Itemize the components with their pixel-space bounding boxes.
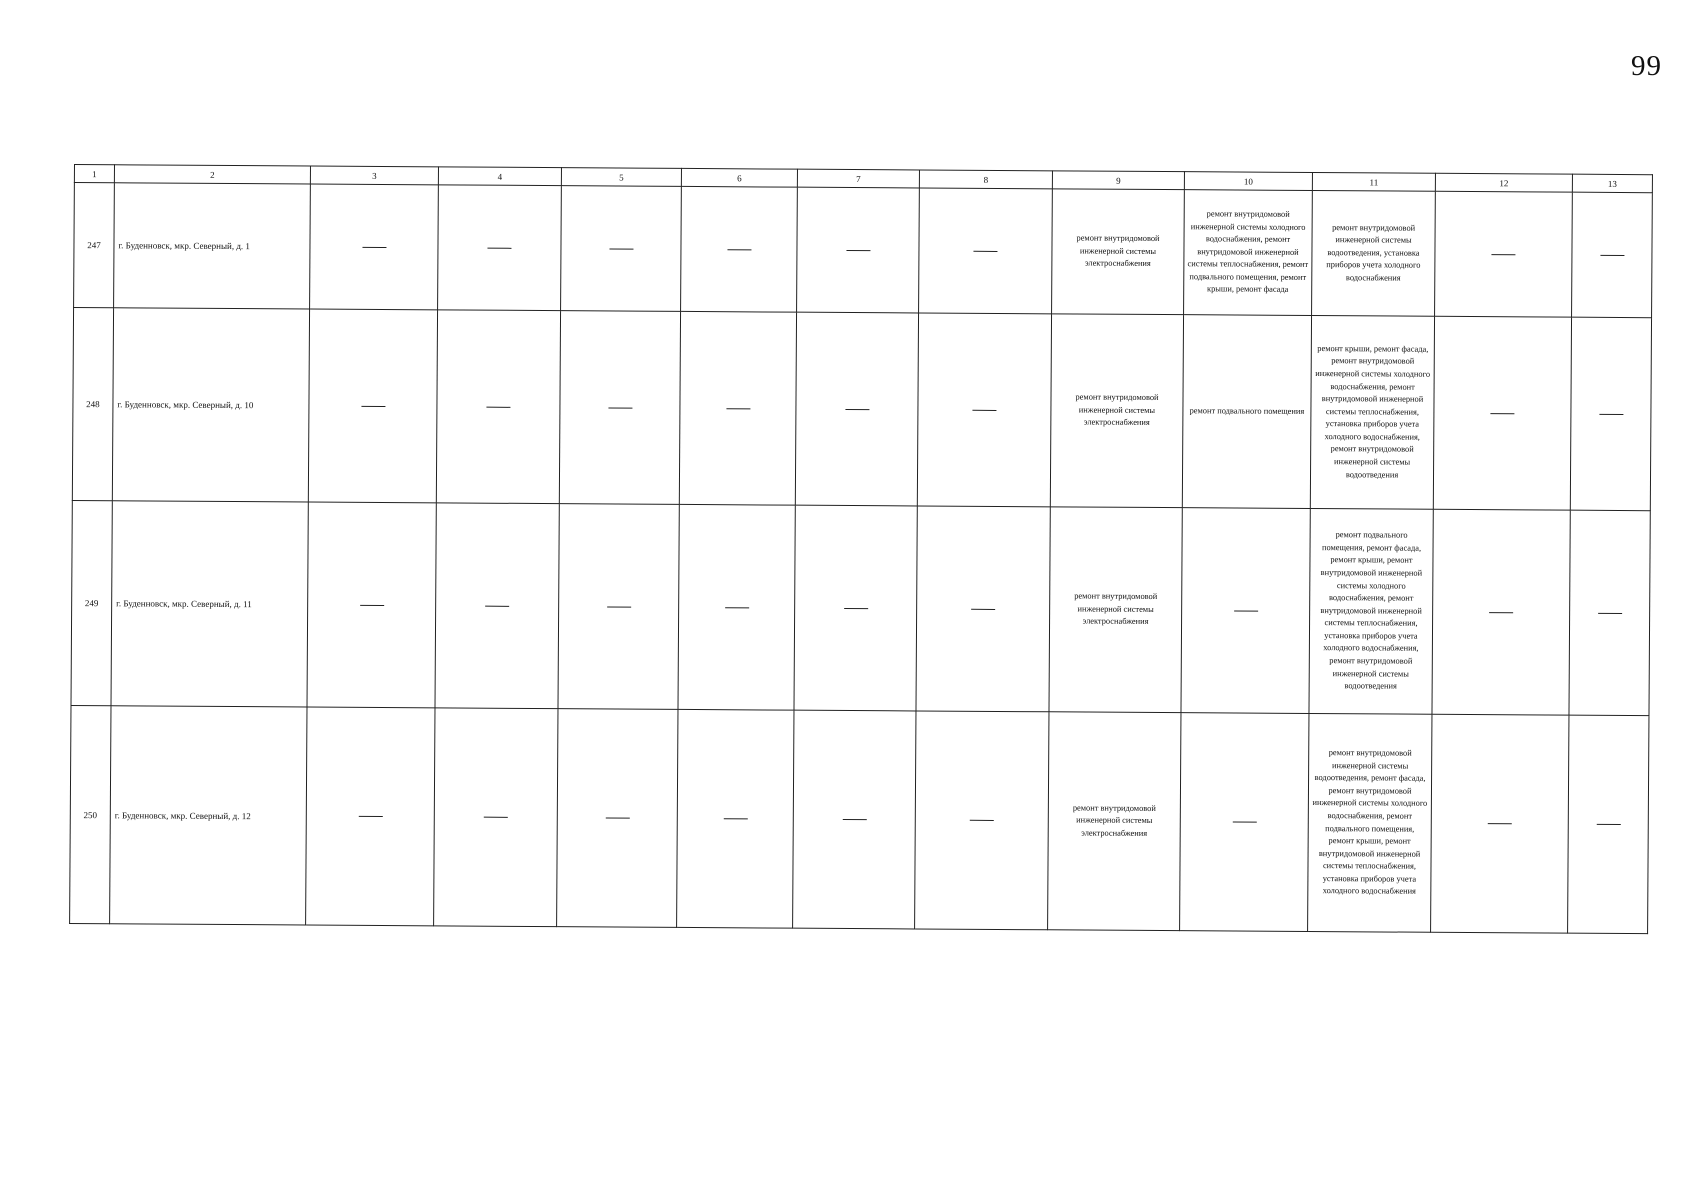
- works-cell: ремонт внутридомовой инженерной системы холодного водоснабжения, ремонт внутридомовой инженерной системы теплоснабжения, ремонт подвального помещения, ремонт крыши, ремонт фасада: [1184, 190, 1313, 316]
- dash-mark: [360, 605, 384, 606]
- empty-cell: [559, 311, 680, 505]
- dash-mark: [1489, 612, 1513, 613]
- column-header: 10: [1184, 172, 1312, 191]
- empty-cell: [1433, 316, 1571, 510]
- dash-mark: [362, 247, 386, 248]
- empty-cell: [558, 504, 679, 710]
- empty-cell: [797, 187, 920, 313]
- empty-cell: [1180, 713, 1309, 932]
- dash-mark: [1488, 823, 1512, 824]
- dash-mark: [846, 250, 870, 251]
- empty-cell: [1572, 192, 1653, 318]
- dash-mark: [358, 816, 382, 817]
- empty-cell: [794, 505, 917, 711]
- dash-mark: [1600, 255, 1624, 256]
- column-header: 11: [1312, 172, 1435, 191]
- table-row: [71, 500, 1650, 715]
- empty-cell: [561, 186, 682, 312]
- works-cell: ремонт внутридомовой инженерной системы электроснабжения: [1048, 712, 1181, 931]
- works-cell: ремонт крыши, ремонт фасада, ремонт внутридомовой инженерной системы холодного водоснабжения, ремонт внутридомовой инженерной системы теплоснабжения, установка приборов учета холодного водоснабжения, ремонт внутридомовой инженерной системы водоотведения: [1310, 315, 1434, 509]
- dash-mark: [842, 819, 866, 820]
- works-cell: ремонт внутридомовой инженерной системы электроснабжения: [1049, 507, 1182, 713]
- dash-mark: [484, 817, 508, 818]
- dash-mark: [725, 607, 749, 608]
- empty-cell: [916, 506, 1050, 712]
- empty-cell: [1435, 191, 1573, 317]
- works-cell: ремонт внутридомовой инженерной системы электроснабжения: [1052, 189, 1185, 315]
- dash-mark: [972, 410, 996, 411]
- dash-mark: [609, 248, 633, 249]
- empty-cell: [307, 502, 436, 708]
- dash-mark: [726, 408, 750, 409]
- column-header: 8: [919, 170, 1052, 189]
- dash-mark: [1490, 413, 1514, 414]
- address-cell: г. Буденновск, мкр. Северный, д. 11: [111, 501, 308, 707]
- empty-cell: [1568, 715, 1649, 934]
- column-header: 7: [797, 169, 919, 188]
- empty-cell: [436, 310, 560, 504]
- empty-cell: [1432, 509, 1570, 715]
- empty-cell: [1431, 714, 1569, 933]
- dash-mark: [1232, 822, 1256, 823]
- empty-cell: [679, 311, 796, 505]
- works-cell: ремонт внутридомовой инженерной системы водоотведения, установка приборов учета холодного водоснабжения: [1312, 190, 1436, 316]
- dash-mark: [608, 407, 632, 408]
- page-number: 99: [1631, 50, 1662, 82]
- dash-mark: [973, 251, 997, 252]
- empty-cell: [306, 707, 435, 926]
- dash-mark: [1491, 254, 1515, 255]
- empty-cell: [438, 185, 562, 311]
- column-header: 5: [561, 168, 681, 187]
- empty-cell: [915, 711, 1049, 930]
- column-header: 6: [681, 168, 797, 187]
- empty-cell: [1570, 317, 1651, 511]
- works-cell: ремонт внутридомовой инженерной системы электроснабжения: [1050, 314, 1183, 508]
- empty-cell: [557, 709, 678, 928]
- empty-cell: [434, 708, 558, 927]
- dash-mark: [970, 820, 994, 821]
- dash-mark: [1599, 414, 1623, 415]
- empty-cell: [681, 186, 798, 312]
- dash-mark: [607, 606, 631, 607]
- works-table: [69, 164, 1653, 934]
- empty-cell: [308, 309, 437, 503]
- address-cell: г. Буденновск, мкр. Северный, д. 12: [110, 706, 307, 925]
- dash-mark: [723, 819, 747, 820]
- empty-cell: [310, 184, 439, 310]
- dash-mark: [845, 409, 869, 410]
- empty-cell: [795, 312, 918, 506]
- column-header: 2: [114, 165, 310, 184]
- column-header: 13: [1572, 174, 1652, 193]
- dash-mark: [727, 249, 751, 250]
- column-header: 4: [438, 167, 561, 186]
- empty-cell: [793, 710, 916, 929]
- works-cell: ремонт подвального помещения, ремонт фасада, ремонт крыши, ремонт внутридомовой инженерной системы холодного водоснабжения, ремонт внутридомовой инженерной системы теплоснабжения, установка приборов учета холодного водоснабжения, ремонт внутридомовой инженерной системы водоотведения: [1309, 508, 1433, 714]
- row-number: 250: [70, 705, 111, 923]
- table-row: [70, 705, 1649, 933]
- dash-mark: [1234, 610, 1258, 611]
- works-cell: ремонт внутридомовой инженерной системы водоотведения, ремонт фасада, ремонт внутридомовой инженерной системы холодного водоснабжения, ремонт подвального помещения, ремонт крыши, ремонт внутридомовой инженерной системы теплоснабжения, установка приборов учета холодного водоснабжения: [1308, 713, 1432, 932]
- empty-cell: [678, 504, 795, 710]
- column-header: 12: [1435, 173, 1572, 192]
- dash-mark: [486, 406, 510, 407]
- dash-mark: [361, 406, 385, 407]
- table-row: [72, 308, 1651, 511]
- dash-mark: [487, 247, 511, 248]
- dash-mark: [971, 609, 995, 610]
- column-header: 3: [310, 166, 438, 185]
- empty-cell: [435, 503, 559, 709]
- address-cell: г. Буденновск, мкр. Северный, д. 1: [114, 183, 311, 309]
- row-number: 247: [74, 183, 115, 308]
- column-header: 9: [1052, 171, 1184, 190]
- empty-cell: [677, 709, 794, 928]
- dash-mark: [1598, 613, 1622, 614]
- column-header: 1: [74, 165, 114, 183]
- dash-mark: [844, 608, 868, 609]
- address-cell: г. Буденновск, мкр. Северный, д. 10: [112, 308, 309, 502]
- dash-mark: [1596, 824, 1620, 825]
- empty-cell: [1569, 510, 1650, 716]
- works-cell: ремонт подвального помещения: [1182, 315, 1311, 509]
- dash-mark: [605, 818, 629, 819]
- table-row: [74, 183, 1653, 318]
- empty-cell: [1181, 508, 1310, 714]
- dash-mark: [485, 605, 509, 606]
- empty-cell: [917, 313, 1051, 507]
- row-number: 248: [72, 308, 113, 501]
- empty-cell: [919, 188, 1053, 314]
- row-number: 249: [71, 500, 112, 705]
